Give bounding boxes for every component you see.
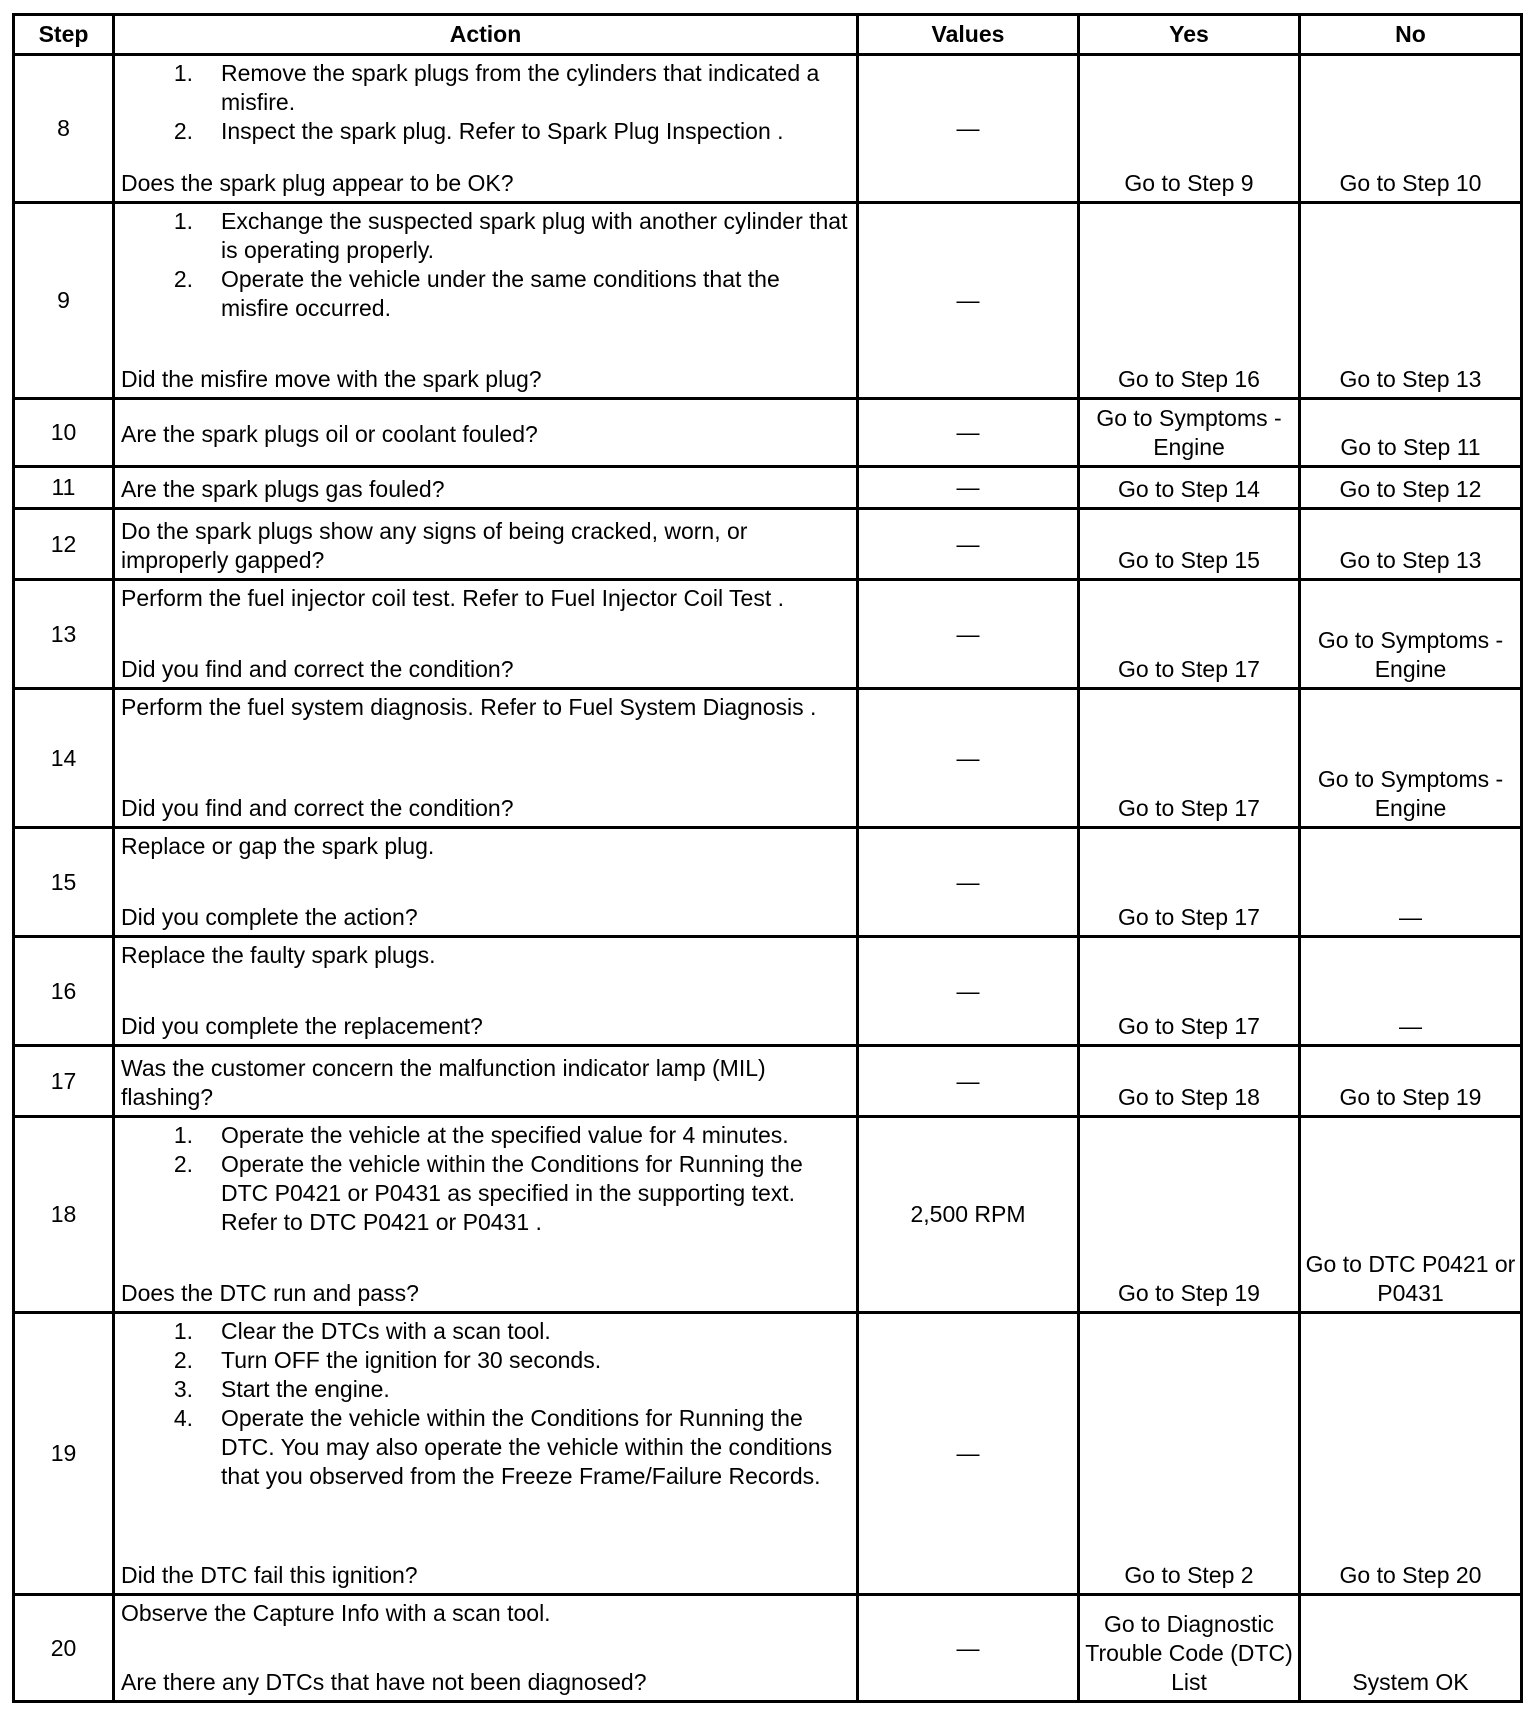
- yes-cell: Go to Step 17: [1079, 828, 1300, 937]
- action-content: [121, 513, 850, 575]
- step-number-cell: 16: [14, 937, 114, 1046]
- values-cell: —: [858, 399, 1079, 467]
- step-number-cell: 17: [14, 1046, 114, 1117]
- action-question: Are the spark plugs gas fouled?: [121, 476, 445, 502]
- no-cell: System OK: [1300, 1595, 1522, 1702]
- no-cell: Go to Step 11: [1300, 399, 1522, 467]
- action-step-text: Exchange the suspected spark plug with another cylinder that is operating properly.: [221, 208, 848, 263]
- diagnostic-table: [12, 13, 1523, 1703]
- yes-cell: Go to Step 18: [1079, 1046, 1300, 1117]
- table-row: [14, 828, 1522, 937]
- step-number-cell: 14: [14, 689, 114, 828]
- action-step-text: Start the engine.: [221, 1376, 390, 1402]
- table-row: [14, 937, 1522, 1046]
- action-cell: [114, 937, 858, 1046]
- action-step-number: 3.: [173, 1376, 193, 1402]
- action-step-item: [121, 1317, 850, 1346]
- action-step-item: [121, 207, 850, 265]
- yes-cell: Go to Step 19: [1079, 1117, 1300, 1313]
- values-cell: —: [858, 1313, 1079, 1595]
- step-number-cell: 12: [14, 509, 114, 580]
- action-question: Does the spark plug appear to be OK?: [121, 170, 514, 196]
- no-cell: Go to Symptoms - Engine: [1300, 689, 1522, 828]
- action-step-text: Inspect the spark plug. Refer to Spark Plug Inspection .: [221, 118, 784, 144]
- action-question: Was the customer concern the malfunction indicator lamp (MIL) flashing?: [121, 1055, 766, 1110]
- action-step-text: Remove the spark plugs from the cylinders that indicated a misfire.: [221, 60, 820, 115]
- header-values: Values: [858, 15, 1079, 55]
- no-cell: —: [1300, 937, 1522, 1046]
- no-cell: Go to Step 10: [1300, 55, 1522, 203]
- action-step-text: Operate the vehicle at the specified value for 4 minutes.: [221, 1122, 789, 1148]
- step-number-cell: 8: [14, 55, 114, 203]
- values-cell: 2,500 RPM: [858, 1117, 1079, 1313]
- action-question: Did you complete the action?: [121, 904, 418, 930]
- table-row: [14, 1046, 1522, 1117]
- header-no: No: [1300, 15, 1522, 55]
- action-question: Did you find and correct the condition?: [121, 656, 514, 682]
- no-cell: Go to Symptoms - Engine: [1300, 580, 1522, 689]
- action-cell: [114, 399, 858, 467]
- yes-cell: Go to Step 9: [1079, 55, 1300, 203]
- action-cell: [114, 1595, 858, 1702]
- action-step-item: [121, 265, 850, 323]
- action-step-number: 2.: [173, 1151, 193, 1177]
- yes-cell: Go to Step 15: [1079, 509, 1300, 580]
- values-cell: —: [858, 828, 1079, 937]
- yes-cell: Go to Step 2: [1079, 1313, 1300, 1595]
- values-cell: —: [858, 1595, 1079, 1702]
- action-step-number: 1.: [173, 208, 193, 234]
- step-number-cell: 10: [14, 399, 114, 467]
- step-number-cell: 13: [14, 580, 114, 689]
- action-instruction: Observe the Capture Info with a scan tool.: [121, 1600, 551, 1626]
- yes-cell: Go to Diagnostic Trouble Code (DTC) List: [1079, 1595, 1300, 1702]
- action-content: [121, 207, 850, 394]
- action-instruction: Perform the fuel system diagnosis. Refer to Fuel System Diagnosis .: [121, 694, 817, 720]
- table-row: [14, 399, 1522, 467]
- values-cell: —: [858, 580, 1079, 689]
- action-step-text: Operate the vehicle within the Conditions for Running the DTC P0421 or P0431 as specified in the supporting text. Refer to DTC P0421 or P0431 .: [221, 1151, 803, 1235]
- action-steps-list: [121, 1317, 850, 1491]
- action-step-number: 2.: [173, 118, 193, 144]
- action-cell: [114, 689, 858, 828]
- step-number-cell: 9: [14, 203, 114, 399]
- header-yes: Yes: [1079, 15, 1300, 55]
- action-instruction: Replace or gap the spark plug.: [121, 833, 435, 859]
- action-step-text: Turn OFF the ignition for 30 seconds.: [221, 1347, 602, 1373]
- action-cell: [114, 580, 858, 689]
- values-cell: —: [858, 509, 1079, 580]
- action-cell: [114, 55, 858, 203]
- no-cell: Go to DTC P0421 or P0431: [1300, 1117, 1522, 1313]
- action-content: [121, 1317, 850, 1590]
- action-steps-list: [121, 207, 850, 323]
- table-row: [14, 580, 1522, 689]
- no-cell: Go to Step 12: [1300, 467, 1522, 509]
- action-step-text: Operate the vehicle within the Conditions for Running the DTC. You may also operate the vehicle within the conditions that you observed from the Freeze Frame/Failure Records.: [221, 1405, 833, 1489]
- values-cell: —: [858, 203, 1079, 399]
- yes-cell: Go to Step 17: [1079, 580, 1300, 689]
- table-row: [14, 1313, 1522, 1595]
- action-content: [121, 1599, 850, 1697]
- action-step-number: 2.: [173, 1347, 193, 1373]
- no-cell: Go to Step 13: [1300, 203, 1522, 399]
- no-cell: Go to Step 19: [1300, 1046, 1522, 1117]
- action-cell: [114, 203, 858, 399]
- values-cell: —: [858, 1046, 1079, 1117]
- action-step-text: Operate the vehicle under the same conditions that the misfire occurred.: [221, 266, 780, 321]
- action-step-number: 2.: [173, 266, 193, 292]
- action-content: [121, 1121, 850, 1308]
- step-number-cell: 15: [14, 828, 114, 937]
- header-action: Action: [114, 15, 858, 55]
- action-content: [121, 403, 850, 462]
- action-cell: [114, 1046, 858, 1117]
- action-content: [121, 693, 850, 823]
- yes-cell: Go to Step 17: [1079, 937, 1300, 1046]
- action-cell: [114, 1313, 858, 1595]
- action-steps-list: [121, 1121, 850, 1237]
- table-body: [14, 55, 1522, 1702]
- table-row: [14, 55, 1522, 203]
- action-step-number: 1.: [173, 60, 193, 86]
- table-row: [14, 203, 1522, 399]
- action-instruction: Perform the fuel injector coil test. Refer to Fuel Injector Coil Test .: [121, 585, 785, 611]
- step-number-cell: 19: [14, 1313, 114, 1595]
- action-step-number: 1.: [173, 1122, 193, 1148]
- action-content: [121, 1050, 850, 1112]
- no-cell: Go to Step 20: [1300, 1313, 1522, 1595]
- action-step-number: 4.: [173, 1405, 193, 1431]
- step-number-cell: 20: [14, 1595, 114, 1702]
- action-steps-list: [121, 59, 850, 146]
- action-content: [121, 471, 850, 504]
- action-question: Does the DTC run and pass?: [121, 1280, 419, 1306]
- values-cell: —: [858, 55, 1079, 203]
- table-row: [14, 509, 1522, 580]
- action-step-item: [121, 1150, 850, 1237]
- action-step-number: 1.: [173, 1318, 193, 1344]
- action-content: [121, 832, 850, 932]
- action-question: Did you find and correct the condition?: [121, 795, 514, 821]
- action-question: Did the misfire move with the spark plug?: [121, 366, 542, 392]
- table-row: [14, 467, 1522, 509]
- yes-cell: Go to Step 14: [1079, 467, 1300, 509]
- header-step: Step: [14, 15, 114, 55]
- values-cell: —: [858, 689, 1079, 828]
- no-cell: —: [1300, 828, 1522, 937]
- action-cell: [114, 509, 858, 580]
- action-content: [121, 584, 850, 684]
- header-row: [14, 15, 1522, 55]
- action-question: Did the DTC fail this ignition?: [121, 1562, 418, 1588]
- values-cell: —: [858, 937, 1079, 1046]
- action-content: [121, 941, 850, 1041]
- step-number-cell: 18: [14, 1117, 114, 1313]
- table-row: [14, 1595, 1522, 1702]
- action-step-item: [121, 1404, 850, 1491]
- yes-cell: Go to Step 17: [1079, 689, 1300, 828]
- action-question: Did you complete the replacement?: [121, 1013, 483, 1039]
- yes-cell: Go to Step 16: [1079, 203, 1300, 399]
- action-content: [121, 59, 850, 198]
- table-row: [14, 1117, 1522, 1313]
- action-instruction: Replace the faulty spark plugs.: [121, 942, 436, 968]
- action-step-item: [121, 59, 850, 117]
- table-row: [14, 689, 1522, 828]
- action-step-item: [121, 1375, 850, 1404]
- step-number-cell: 11: [14, 467, 114, 509]
- action-question: Are there any DTCs that have not been diagnosed?: [121, 1669, 647, 1695]
- action-step-item: [121, 117, 850, 146]
- action-cell: [114, 1117, 858, 1313]
- yes-cell: Go to Symptoms - Engine: [1079, 399, 1300, 467]
- action-cell: [114, 467, 858, 509]
- action-question: Do the spark plugs show any signs of being cracked, worn, or improperly gapped?: [121, 518, 748, 573]
- action-question: Are the spark plugs oil or coolant fouled?: [121, 421, 538, 447]
- action-step-item: [121, 1346, 850, 1375]
- values-cell: —: [858, 467, 1079, 509]
- action-cell: [114, 828, 858, 937]
- action-step-text: Clear the DTCs with a scan tool.: [221, 1318, 551, 1344]
- action-step-item: [121, 1121, 850, 1150]
- no-cell: Go to Step 13: [1300, 509, 1522, 580]
